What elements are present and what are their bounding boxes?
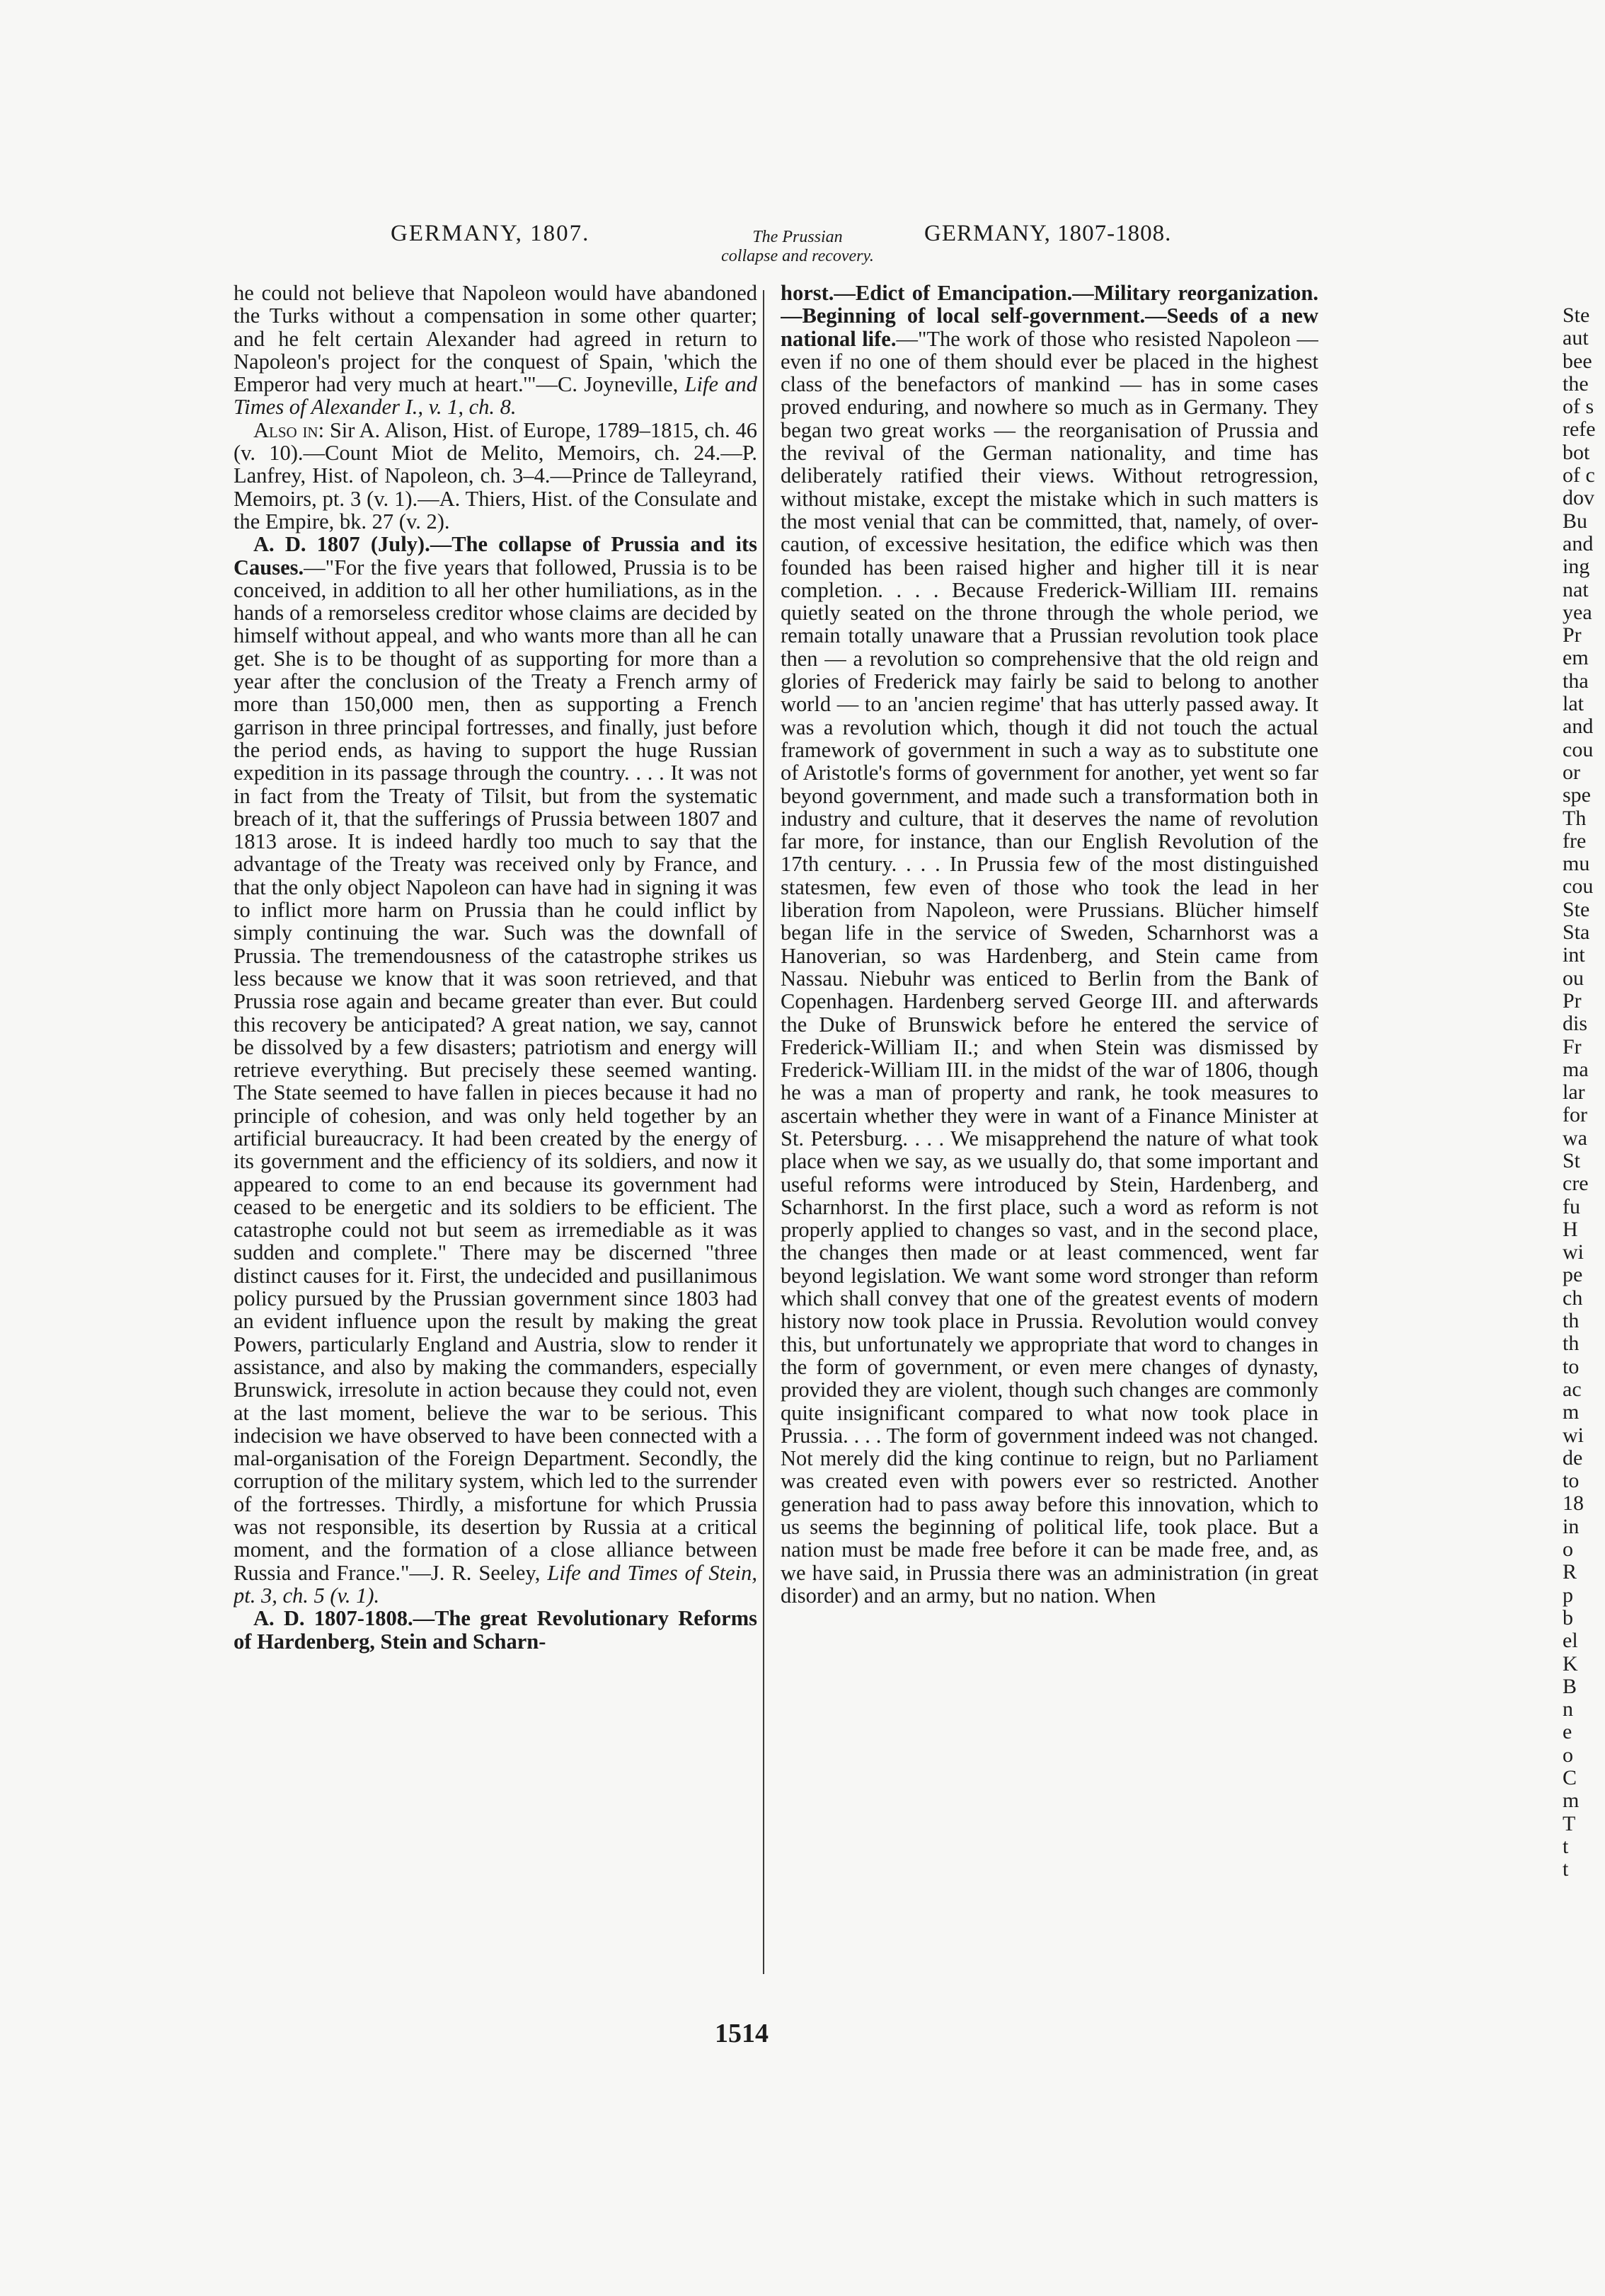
edge-fragment: ma: [1563, 1057, 1589, 1081]
running-head-topic: [709, 228, 886, 266]
edge-fragment: de: [1563, 1446, 1583, 1470]
edge-fragment: ac: [1563, 1377, 1582, 1401]
edge-fragment: C: [1563, 1766, 1577, 1789]
edge-fragment: lar: [1563, 1080, 1585, 1104]
edge-fragment: K: [1563, 1651, 1578, 1675]
edge-fragment: t: [1563, 1857, 1569, 1881]
edge-fragment: lat: [1563, 692, 1584, 716]
also-in-text: Sir A. Alison, Hist. of Europe, 1789–1815, ch. 46 (v. 10).—Count Miot de Melito, Memoirs, ch. 24.—P. Lanfrey, Hist. of Napoleon, ch. 3–4.—Prince de Talleyrand, Memoirs, pt. 3 (v. 1).—A. Thiers, Hist. of the Consulate and the Empire, bk. 27 (v. 2).: [234, 417, 757, 533]
edge-fragment: t: [1563, 1834, 1569, 1858]
adjacent-page-edge: [1563, 304, 1605, 2002]
edge-fragment: m: [1563, 1400, 1580, 1424]
edge-fragment: Th: [1563, 806, 1587, 830]
entry-revolutionary-reforms: [234, 1607, 757, 1653]
edge-fragment: wi: [1563, 1423, 1584, 1447]
edge-fragment: cou: [1563, 737, 1594, 761]
edge-fragment: or: [1563, 760, 1580, 784]
edge-fragment: refe: [1563, 417, 1596, 442]
edge-fragment: int: [1563, 943, 1585, 967]
edge-fragment: n: [1563, 1697, 1573, 1721]
entry-revolutionary-reforms-continued: [781, 282, 1318, 1607]
edge-fragment: aut: [1563, 326, 1589, 350]
paragraph-continuation: [234, 282, 757, 419]
edge-fragment: mu: [1563, 852, 1590, 876]
edge-fragment: bee: [1563, 349, 1592, 373]
entry-heading: A. D. 1807-1808.—The great Revolutionary Reforms of Hardenberg, Stein and Scharn-: [234, 1606, 757, 1654]
edge-fragment: spe: [1563, 783, 1591, 807]
edge-fragment: fu: [1563, 1194, 1580, 1218]
edge-fragment: of c: [1563, 463, 1595, 488]
edge-fragment: dov: [1563, 486, 1594, 510]
left-column: [234, 282, 757, 2001]
entry-heading-continued: horst.—Edict of Emancipation.—Military reorganization.—Beginning of local self-government.—Seeds of a new national life.: [781, 282, 1318, 351]
also-in-paragraph: [234, 419, 757, 533]
edge-fragment: B: [1563, 1674, 1577, 1698]
edge-fragment: yea: [1563, 600, 1592, 624]
edge-fragment: Ste: [1563, 304, 1590, 327]
edge-fragment: o: [1563, 1743, 1573, 1767]
running-head-topic-line2: collapse and recovery.: [721, 247, 874, 265]
edge-fragment: cre: [1563, 1172, 1589, 1196]
edge-fragment: R: [1563, 1560, 1577, 1584]
also-in-label: Also in:: [253, 417, 325, 442]
edge-fragment: pe: [1563, 1263, 1583, 1287]
citation: Life and Times of Stein, pt. 3, ch. 5 (v. 1).: [234, 1560, 757, 1608]
edge-fragment: tha: [1563, 669, 1589, 693]
citation: Life and Times of Alexander I., v. 1, ch. 8.: [234, 372, 757, 420]
edge-fragment: Sta: [1563, 921, 1590, 945]
edge-fragment: m: [1563, 1789, 1580, 1813]
entry-text: —"The work of those who resisted Napoleon — even if no one of them should ever be placed in the highest class of the benefactors of mankind — has in some cases proved enduring, and nowhere so much as in Germany. They began two great works — the reorganisation of Prussia and the revival of the German nationality, and time has deliberately ratified their views. Without retrogression, without mistake, except the mistake which in such matters is the most venial that can be committed, that, namely, of over-caution, of excessive hesitation, the edifice which was then founded has been raised higher and higher till it is near completion. . . . Because Frederick-William III. remains quietly seated on the throne through the whole period, we remain totally unaware that a Prussian revolution took place then — a revolution so comprehensive that the old reign and glories of Frederick may fairly be said to belong to another world — to an 'ancien regime' that has utterly passed away. It was a revolution which, though it did not touch the actual framework of government in such a way as to substitute one of Aristotle's forms of government for another, yet went so far beyond government, and made such a transformation both in industry and culture, that it deserves the name of revolution far more, for instance, than our English Revolution of the 17th century. . . . In Prussia few of the most distinguished statesmen, few even of those who took the lead in her liberation from Napoleon, were Prussians. Blücher himself began life in the service of Sweden, Scharnhorst was a Hanoverian, so was Hardenberg, and Stein came from Nassau. Niebuhr was enticed to Berlin from the Bank of Copenhagen. Hardenberg served George III. and afterwards the Duke of Brunswick before he entered the service of Frederick-William II.; and when Stein was dismissed by Frederick-William III. in the midst of the war of 1806, though he was a man of property and rank, he took measures to ascertain whether they were in want of a Finance Minister at St. Petersburg. . . . We misapprehend the nature of what took place when we say, as we usually do, that some important and useful reforms were introduced by Stein, Hardenberg, and Scharnhorst. In the first place, such a word as reform is not properly applied to changes so vast, and in the second place, the changes then made or at least commenced, went far beyond legislation. We want some word stronger than reform which shall convey that one of the greatest events of modern history now took place in Prussia. Revolution would convey this, but unfortunately we appropriate that word to changes in the form of government, or even mere changes of dynasty, provided they are violent, though such changes are commonly quite insignificant compared to what now took place in Prussia. . . . The form of government indeed was not changed. Not merely did the king continue to reign, but no Parliament was created even with powers ever so restricted. Another generation had to pass away before this innovation, which to us seems the beginning of political life, took place. But a nation must be made free before it can be made free, and, as we have said, in Prussia there was an administration (in great disorder) and an army, but no nation. When: [781, 326, 1318, 1608]
edge-fragment: ch: [1563, 1286, 1583, 1310]
edge-fragment: cou: [1563, 875, 1594, 899]
running-head-topic-line1: The Prussian: [752, 228, 843, 246]
edge-fragment: em: [1563, 646, 1589, 670]
edge-fragment: nat: [1563, 577, 1589, 601]
right-column: [781, 282, 1318, 2001]
edge-fragment: fre: [1563, 829, 1587, 853]
edge-fragment: Pr: [1563, 623, 1582, 647]
edge-fragment: for: [1563, 1103, 1587, 1127]
edge-fragment: wi: [1563, 1240, 1584, 1264]
entry-collapse-of-prussia: [234, 533, 757, 1607]
edge-fragment: e: [1563, 1720, 1572, 1744]
column-divider: [763, 290, 764, 1974]
running-head-right: GERMANY, 1807-1808.: [924, 221, 1172, 246]
edge-fragment: and: [1563, 531, 1594, 555]
edge-fragment: o: [1563, 1538, 1573, 1562]
page-number: 1514: [715, 2019, 769, 2048]
entry-text: —"For the five years that followed, Prussia is to be conceived, in addition to all her other humiliations, as in the hands of a remorseless creditor whose claims are decided by himself without appeal, and who wants more than all he can get. She is to be thought of as supporting for more than a year after the conclusion of the Treaty a French army of more than 150,000 men, then as supporting a French garrison in three principal fortresses, and finally, just before the period ends, as having to support the huge Russian expedition in its passage through the country. . . . It was not in fact from the Treaty of Tilsit, but from the systematic breach of it, that the sufferings of Prussia between 1807 and 1813 arose. It is indeed hardly too much to say that the advantage of the Treaty was received only by France, and that the only object Napoleon can have had in signing it was to inflict more harm on Prussia than he could inflict by simply continuing the war. Such was the downfall of Prussia. The tremendousness of the catastrophe strikes us less because we know that it was soon retrieved, and that Prussia rose again and became greater than ever. But could this recovery be anticipated? A great nation, we say, cannot be dissolved by a few disasters; patriotism and energy will retrieve everything. But precisely these seemed wanting. The State seemed to have fallen in pieces because it had no principle of cohesion, and was only held together by an artificial bureaucracy. It had been created by the energy of its government and the efficiency of its soldiers, and now it appeared to come to an end because its government had ceased to be energetic and its soldiers to be efficient. The catastrophe could not but seem as irremediable as it was sudden and complete." There may be discerned "three distinct causes for it. First, the undecided and pusillanimous policy pursued by the Prussian government since 1803 had an evident influence upon the result by making the great Powers, particularly England and Austria, slow to render it assistance, and also by making the commanders, especially Brunswick, irresolute in action because they could not, even at the last moment, believe the war to be serious. This indecision we have observed to have been connected with a mal-organisation of the Foreign Department. Secondly, the corruption of the military system, which led to the surrender of the fortresses. Thirdly, a misfortune for which Prussia was not responsible, its desertion by Russia at a critical moment, and the formation of a close alliance between Russia and France."—J. R. Seeley,: [234, 555, 757, 1585]
edge-fragment: ou: [1563, 966, 1584, 990]
edge-fragment: bot: [1563, 440, 1590, 464]
edge-fragment: Bu: [1563, 509, 1588, 533]
edge-fragment: th: [1563, 1309, 1580, 1333]
edge-fragment: in: [1563, 1514, 1580, 1538]
edge-fragment: p: [1563, 1583, 1573, 1607]
edge-fragment: wa: [1563, 1126, 1587, 1150]
edge-fragment: and: [1563, 715, 1594, 739]
running-head-left: GERMANY, 1807.: [391, 221, 590, 246]
edge-fragment: dis: [1563, 1012, 1588, 1036]
edge-fragment: el: [1563, 1629, 1578, 1653]
edge-fragment: Fr: [1563, 1034, 1582, 1058]
paragraph-text: he could not believe that Napoleon would have abandoned the Turks without a compensation in some other quarter; and he felt certain Alexander had agreed in return to Napoleon's project for the conquest of Spain, 'which the Emperor had very much at heart.'"—C. Joyneville,: [234, 282, 757, 397]
edge-fragment: ing: [1563, 555, 1590, 579]
edge-fragment: 18: [1563, 1492, 1584, 1516]
entry-heading: A. D. 1807 (July).—The collapse of Prussia and its Causes.: [234, 532, 757, 579]
edge-fragment: b: [1563, 1605, 1573, 1629]
edge-fragment: to: [1563, 1354, 1580, 1378]
edge-fragment: of s: [1563, 395, 1594, 419]
edge-fragment: the: [1563, 371, 1589, 396]
edge-fragment: H: [1563, 1217, 1578, 1241]
edge-fragment: to: [1563, 1469, 1580, 1493]
edge-fragment: th: [1563, 1332, 1580, 1356]
edge-fragment: St: [1563, 1148, 1581, 1172]
edge-fragment: T: [1563, 1811, 1576, 1835]
edge-fragment: Ste: [1563, 897, 1590, 921]
edge-fragment: Pr: [1563, 988, 1582, 1013]
